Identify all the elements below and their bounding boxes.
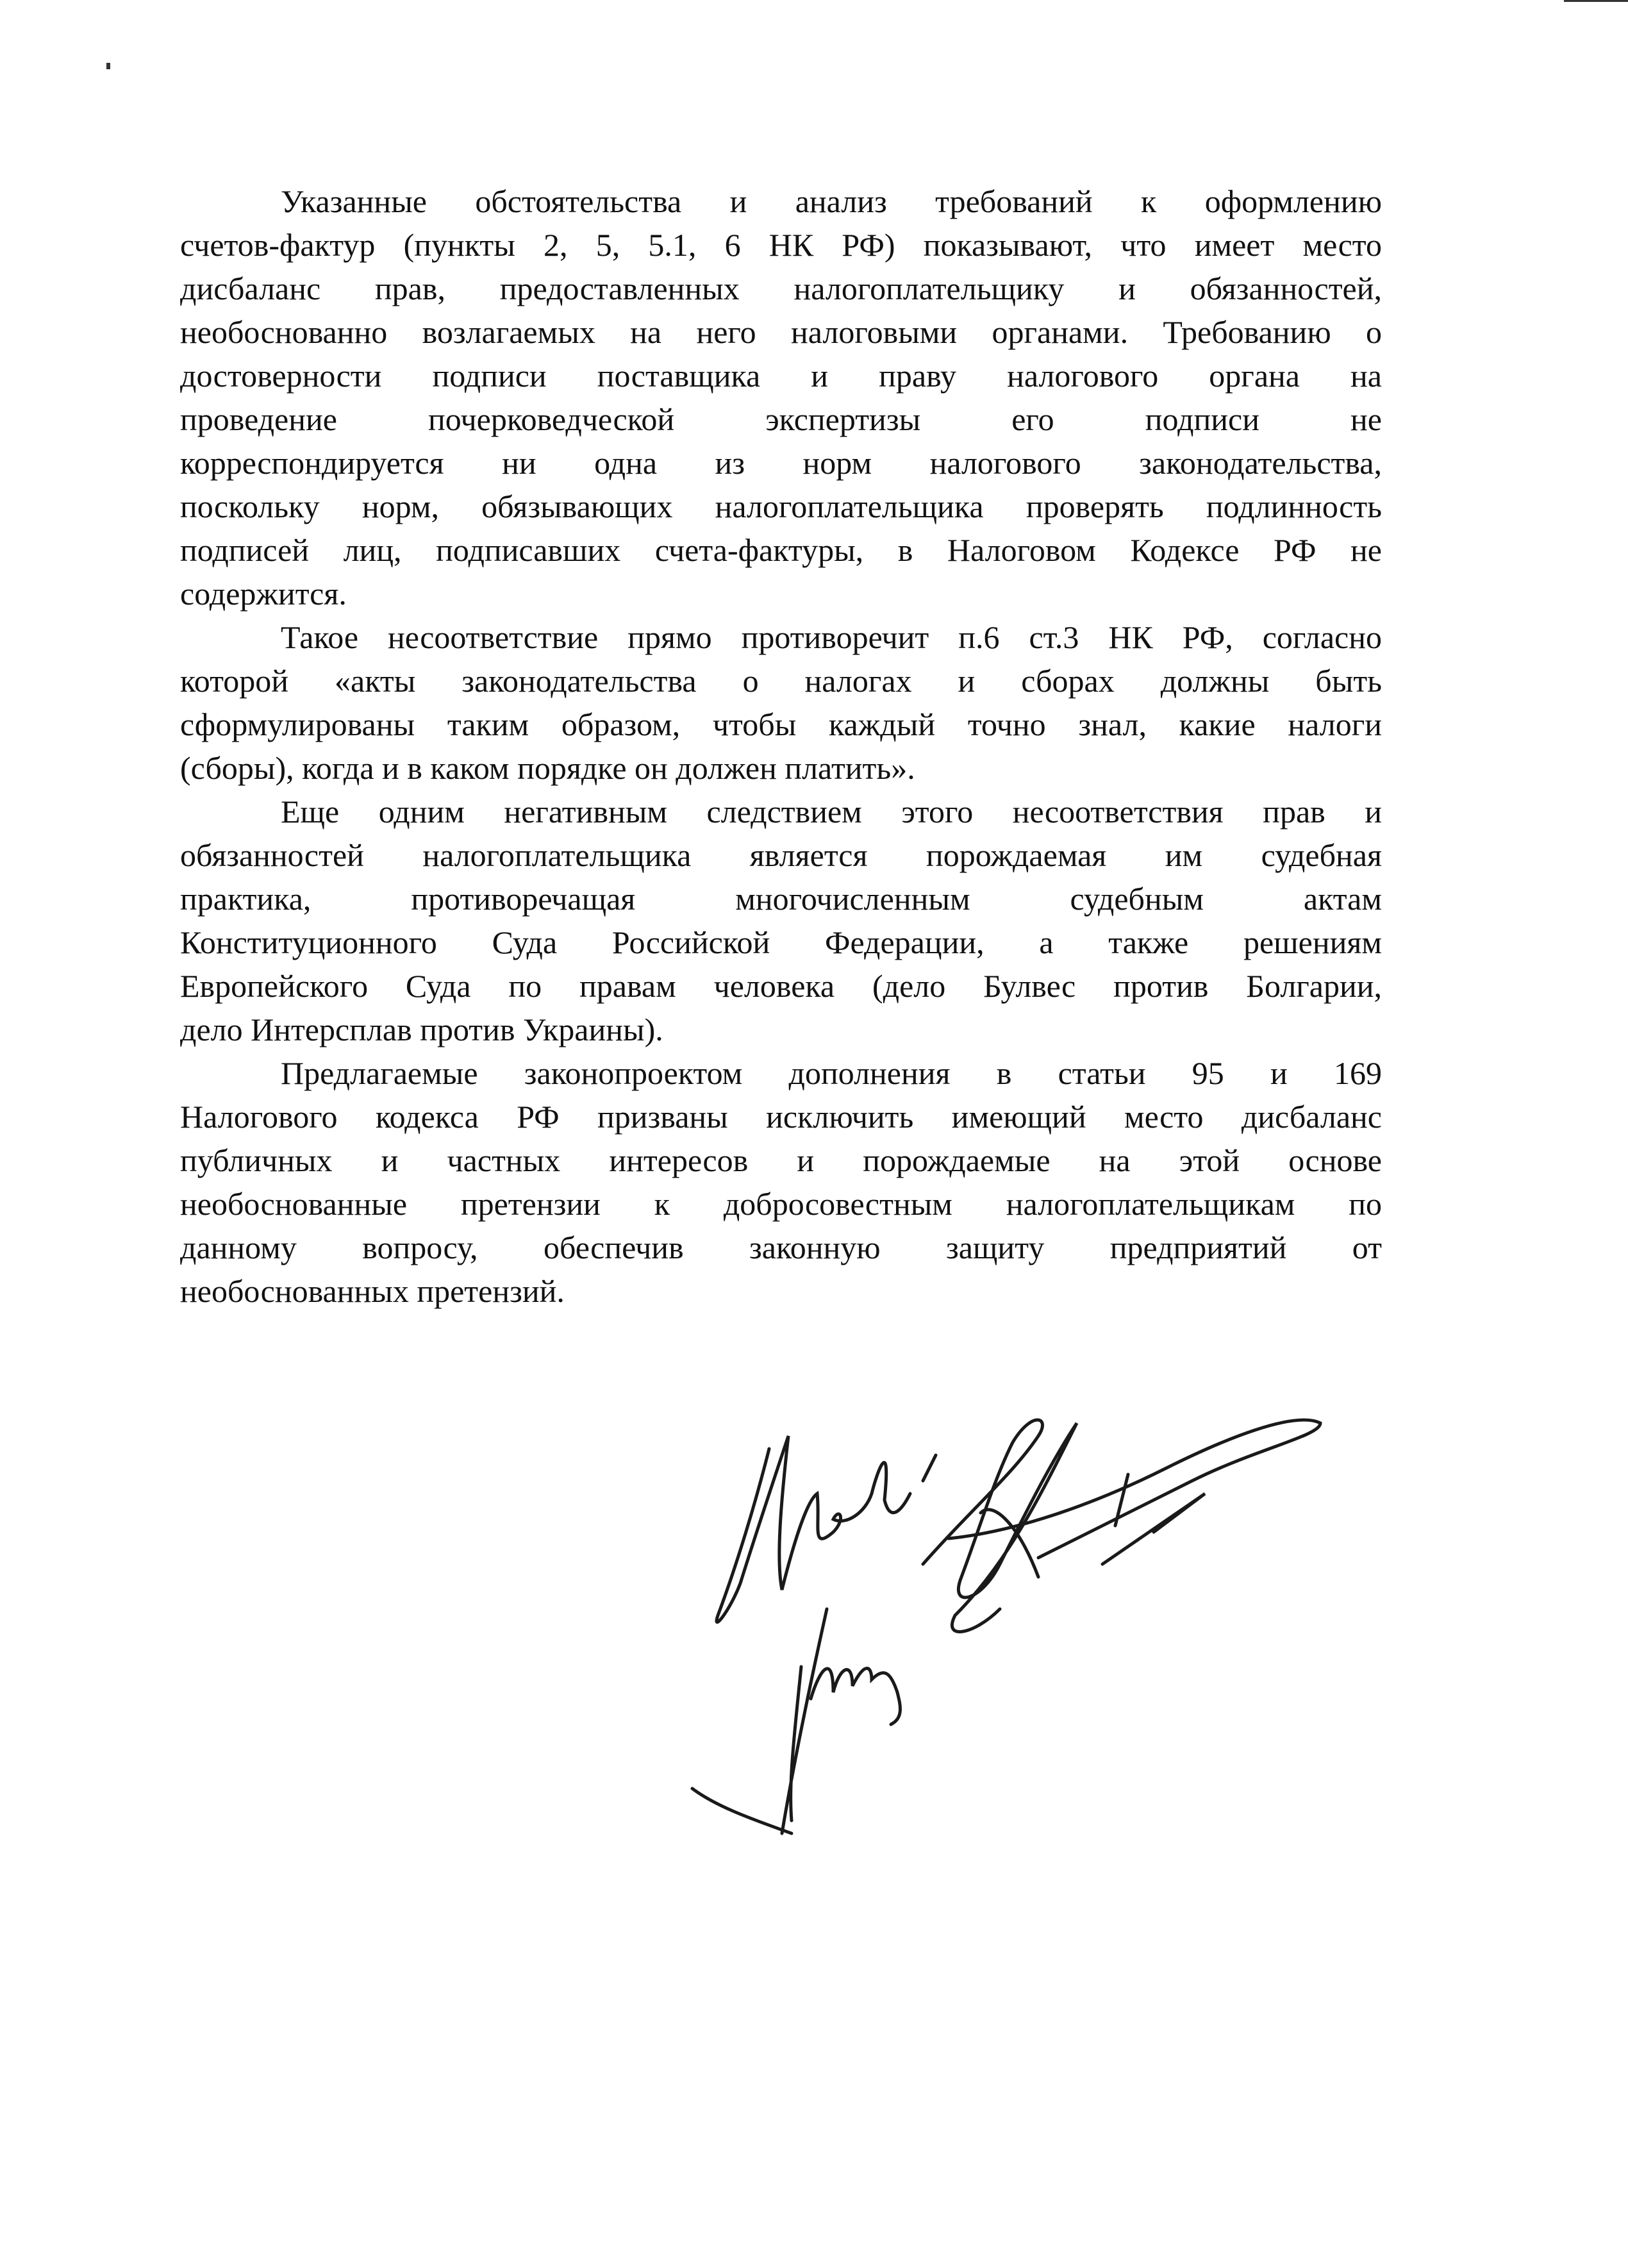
text-line: содержится. [180,576,347,612]
text-line: практика, противоречащая многочисленным судебным актам [180,881,1382,917]
text-line: дисбаланс прав, предоставленных налогоплательщику и обязанностей, [180,271,1382,306]
text-line: подписей лиц, подписавших счета-фактуры, в Налоговом Кодексе РФ не [180,532,1382,568]
text-line: достоверности подписи поставщика и праву налогового органа на [180,358,1382,394]
text-line: необоснованные претензии к добросовестным налогоплательщикам по [180,1186,1382,1222]
text-line: данному вопросу, обеспечив законную защиту предприятий от [180,1230,1382,1265]
text-line: Такое несоответствие прямо противоречит п.6 ст.3 НК РФ, согласно [281,619,1382,655]
text-line: Указанные обстоятельства и анализ требований к оформлению [281,183,1382,219]
text-line: публичных и частных интересов и порождаемые на этой основе [180,1142,1382,1178]
text-line: Предлагаемые законопроектом дополнения в статьи 95 и 169 [281,1055,1382,1091]
signature [679,1397,1487,1859]
document-body [180,179,1382,1313]
text-line: сформулированы таким образом, чтобы каждый точно знал, какие налоги [180,706,1382,742]
text-line: поскольку норм, обязывающих налогоплательщика проверять подлинность [180,488,1382,524]
text-line: дело Интерсплав против Украины). [180,1012,663,1047]
text-line: Европейского Суда по правам человека (дело Булвес против Болгарии, [180,968,1382,1004]
text-line: обязанностей налогоплательщика является порождаемая им судебная [180,837,1382,873]
text-line: которой «акты законодательства о налогах и сборах должны быть [180,663,1382,699]
text-line: Конституционного Суда Российской Федерации, а также решениям [180,924,1382,960]
text-line: (сборы), когда и в каком порядке он должен платить». [180,750,915,786]
text-line: корреспондируется ни одна из норм налогового законодательства, [180,445,1382,481]
text-line: проведение почерковедческой экспертизы его подписи не [180,401,1382,437]
text-line: счетов-фактур (пункты 2, 5, 5.1, 6 НК РФ) показывают, что имеет место [180,227,1382,263]
scan-speck [106,63,110,69]
text-line: Налогового кодекса РФ призваны исключить имеющий место дисбаланс [180,1099,1382,1135]
scan-edge-line [1564,0,1628,2]
text-line: необоснованных претензий. [180,1273,565,1309]
text-line: Еще одним негативным следствием этого несоответствия прав и [281,794,1382,830]
text-line: необоснованно возлагаемых на него налоговыми органами. Требованию о [180,314,1382,350]
